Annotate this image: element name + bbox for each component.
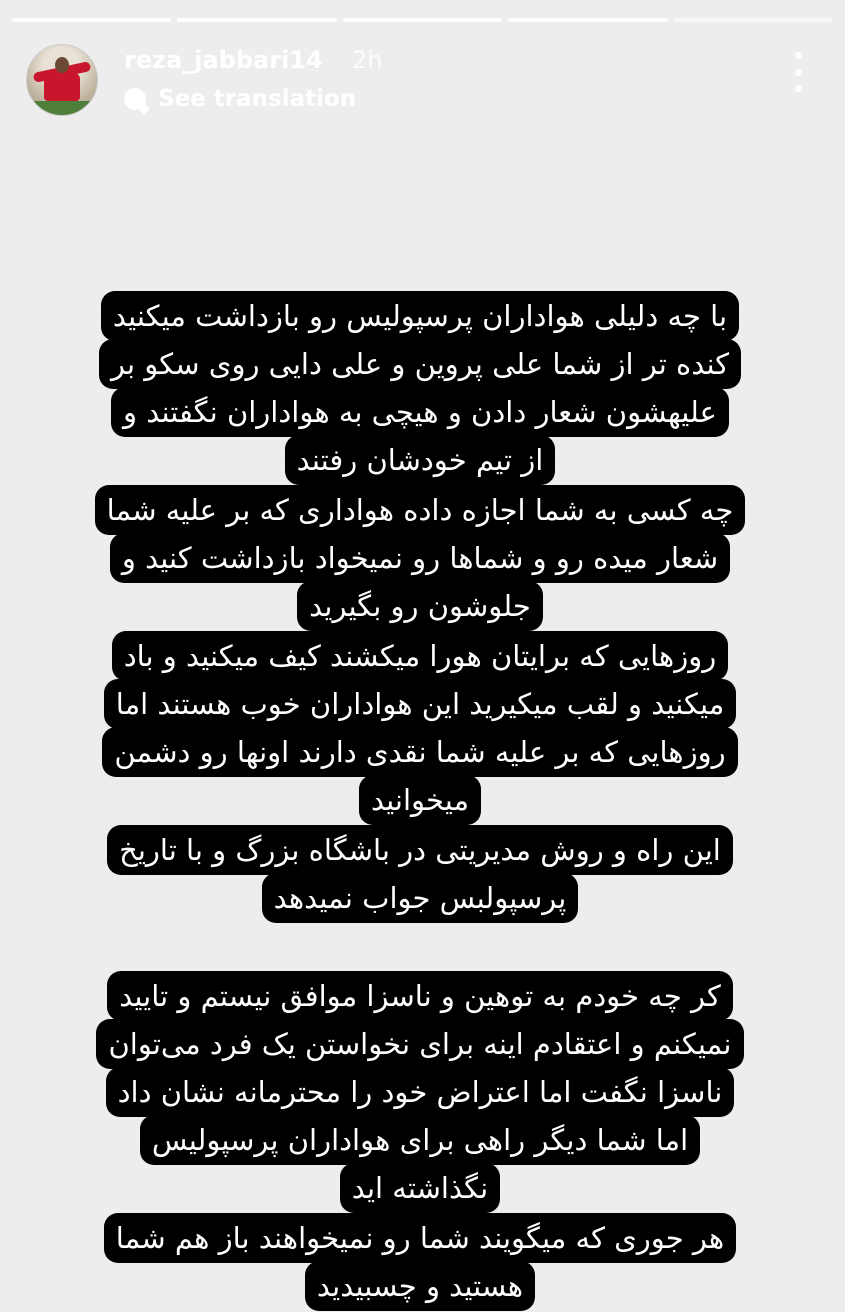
avatar-head	[55, 57, 69, 73]
story-paragraph	[60, 486, 780, 630]
story-text-block	[60, 292, 780, 1312]
avatar[interactable]	[26, 44, 98, 116]
avatar-shirt	[44, 73, 80, 101]
story-text-line: از تیم خودشان رفتند	[285, 435, 556, 485]
story-text-line: ناسزا نگفت اما اعتراض خود را محترمانه نشان داد	[106, 1067, 735, 1117]
story-text-line: علیهشون شعار دادن و هیچی به هواداران نگفتند و	[111, 387, 729, 437]
avatar-grass	[27, 101, 97, 115]
story-text-line: پرسپولبس جواب نمیدهد	[262, 873, 579, 923]
story-text-line: چه کسی به شما اجازه داده هواداری که بر علیه شما	[95, 485, 746, 535]
story-text-line: جلوشون رو بگیرید	[297, 581, 543, 631]
story-text-line: کر چه خودم به توهین و ناسزا موافق نیستم و تایید	[107, 971, 733, 1021]
progress-segment	[343, 18, 502, 22]
progress-segment-active	[674, 18, 833, 22]
story-text-line: این راه و روش مدیریتی در باشگاه بزرگ و با تاریخ	[107, 825, 733, 875]
story-text-line: با چه دلیلی هواداران پرسپولیس رو بازداشت میکنید	[101, 291, 739, 341]
story-paragraph	[60, 1214, 780, 1310]
progress-segment	[177, 18, 336, 22]
see-translation-label: See translation	[158, 86, 357, 112]
story-paragraph	[60, 826, 780, 922]
story-paragraph	[60, 972, 780, 1212]
story-text-line: میکنید و لقب میکیرید این هواداران خوب هستند اما	[104, 679, 737, 729]
story-text-line: نگذاشته اید	[340, 1163, 501, 1213]
username[interactable]: reza_jabbari14	[124, 46, 323, 74]
story-header	[26, 40, 819, 120]
story-text-line: شعار میده رو و شماها رو نمیخواد بازداشت کنید و	[110, 533, 730, 583]
progress-segment	[508, 18, 667, 22]
translation-bubble-icon	[124, 88, 146, 110]
story-progress-bar	[12, 18, 833, 22]
story-text-line: روزهایی که برایتان هورا میکشند کیف میکنید و باد	[112, 631, 728, 681]
story-paragraph	[60, 292, 780, 484]
post-time: 2h	[352, 46, 383, 74]
see-translation-button[interactable]	[124, 86, 356, 112]
story-text-line: روزهایی که بر علیه شما نقدی دارند اونها رو دشمن	[102, 727, 737, 777]
progress-segment	[12, 18, 171, 22]
story-text-line: اما شما دیگر راهی برای هواداران پرسپولیس	[140, 1115, 700, 1165]
story-text-line: کنده تر از شما علی پروین و علی دایی روی سکو بر	[99, 339, 741, 389]
story-text-line: هستید و چسبیدید	[305, 1261, 535, 1311]
story-paragraph	[60, 632, 780, 824]
more-options-icon[interactable]	[791, 52, 805, 92]
story-text-line: هر جوری که میگویند شما رو نمیخواهند باز هم شما	[104, 1213, 736, 1263]
story-text-line: نمیکنم و اعتقادم اینه برای نخواستن یک فرد می‌توان	[96, 1019, 743, 1069]
story-text-line: میخوانید	[359, 775, 481, 825]
